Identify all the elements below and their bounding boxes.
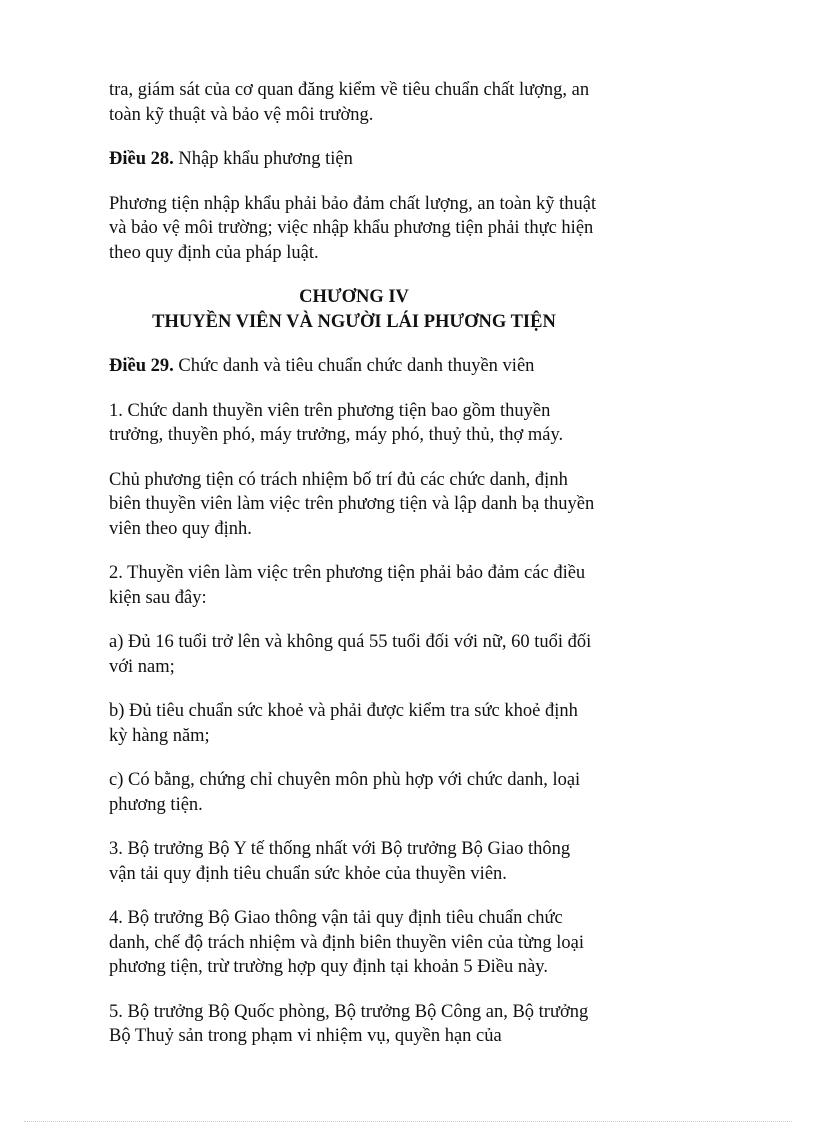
article-29-number: Điều 29. bbox=[109, 356, 174, 376]
chapter-title: THUYỀN VIÊN VÀ NGƯỜI LÁI PHƯƠNG TIỆN bbox=[152, 311, 556, 332]
article-29-heading bbox=[109, 354, 599, 379]
article-29-clause-2: 2. Thuyền viên làm việc trên phương tiện phải bảo đảm các điều kiện sau đây: bbox=[109, 563, 586, 608]
article-29-clause-1-extra: Chủ phương tiện có trách nhiệm bố trí đủ các chức danh, định biên thuyền viên làm việc trên phương tiện và lập danh bạ thuyền viên theo quy định. bbox=[109, 469, 595, 539]
page-bottom-divider bbox=[24, 1121, 792, 1122]
paragraph-continuation: tra, giám sát của cơ quan đăng kiểm về tiêu chuẩn chất lượng, an toàn kỹ thuật và bảo vệ môi trường. bbox=[109, 80, 590, 125]
article-29-clause-2-b: b) Đủ tiêu chuẩn sức khoẻ và phải được kiểm tra sức khoẻ định kỳ hàng năm; bbox=[109, 701, 578, 746]
article-29-clause-1: 1. Chức danh thuyền viên trên phương tiện bao gồm thuyền trưởng, thuyền phó, máy trưởng, máy phó, thuỷ thủ, thợ máy. bbox=[109, 400, 564, 445]
chapter-number: CHƯƠNG IV bbox=[299, 287, 409, 307]
article-29-clause-2-a: a) Đủ 16 tuổi trở lên và không quá 55 tuổi đối với nữ, 60 tuổi đối với nam; bbox=[109, 632, 592, 677]
article-28-title: Nhập khẩu phương tiện bbox=[173, 149, 353, 169]
article-28-heading bbox=[109, 147, 599, 172]
article-29-clause-3: 3. Bộ trưởng Bộ Y tế thống nhất với Bộ trưởng Bộ Giao thông vận tải quy định tiêu chuẩn sức khỏe của thuyền viên. bbox=[109, 839, 571, 884]
article-28-number: Điều 28. bbox=[109, 149, 174, 169]
article-29-title: Chức danh và tiêu chuẩn chức danh thuyền viên bbox=[173, 356, 535, 376]
article-29-clause-2-c: c) Có bằng, chứng chỉ chuyên môn phù hợp với chức danh, loại phương tiện. bbox=[109, 770, 581, 815]
article-29-clause-4: 4. Bộ trưởng Bộ Giao thông vận tải quy định tiêu chuẩn chức danh, chế độ trách nhiệm và định biên thuyền viên của từng loại phương tiện, trừ trường hợp quy định tại khoản 5 Điều này. bbox=[109, 908, 584, 977]
article-28-body: Phương tiện nhập khẩu phải bảo đảm chất lượng, an toàn kỹ thuật và bảo vệ môi trường; việc nhập khẩu phương tiện phải thực hiện theo quy định của pháp luật. bbox=[109, 193, 597, 263]
chapter-heading bbox=[109, 285, 599, 334]
document-page bbox=[109, 78, 599, 1069]
article-29-clause-5: 5. Bộ trưởng Bộ Quốc phòng, Bộ trưởng Bộ Công an, Bộ trưởng Bộ Thuỷ sản trong phạm vi nhiệm vụ, quyền hạn của bbox=[109, 1001, 589, 1046]
